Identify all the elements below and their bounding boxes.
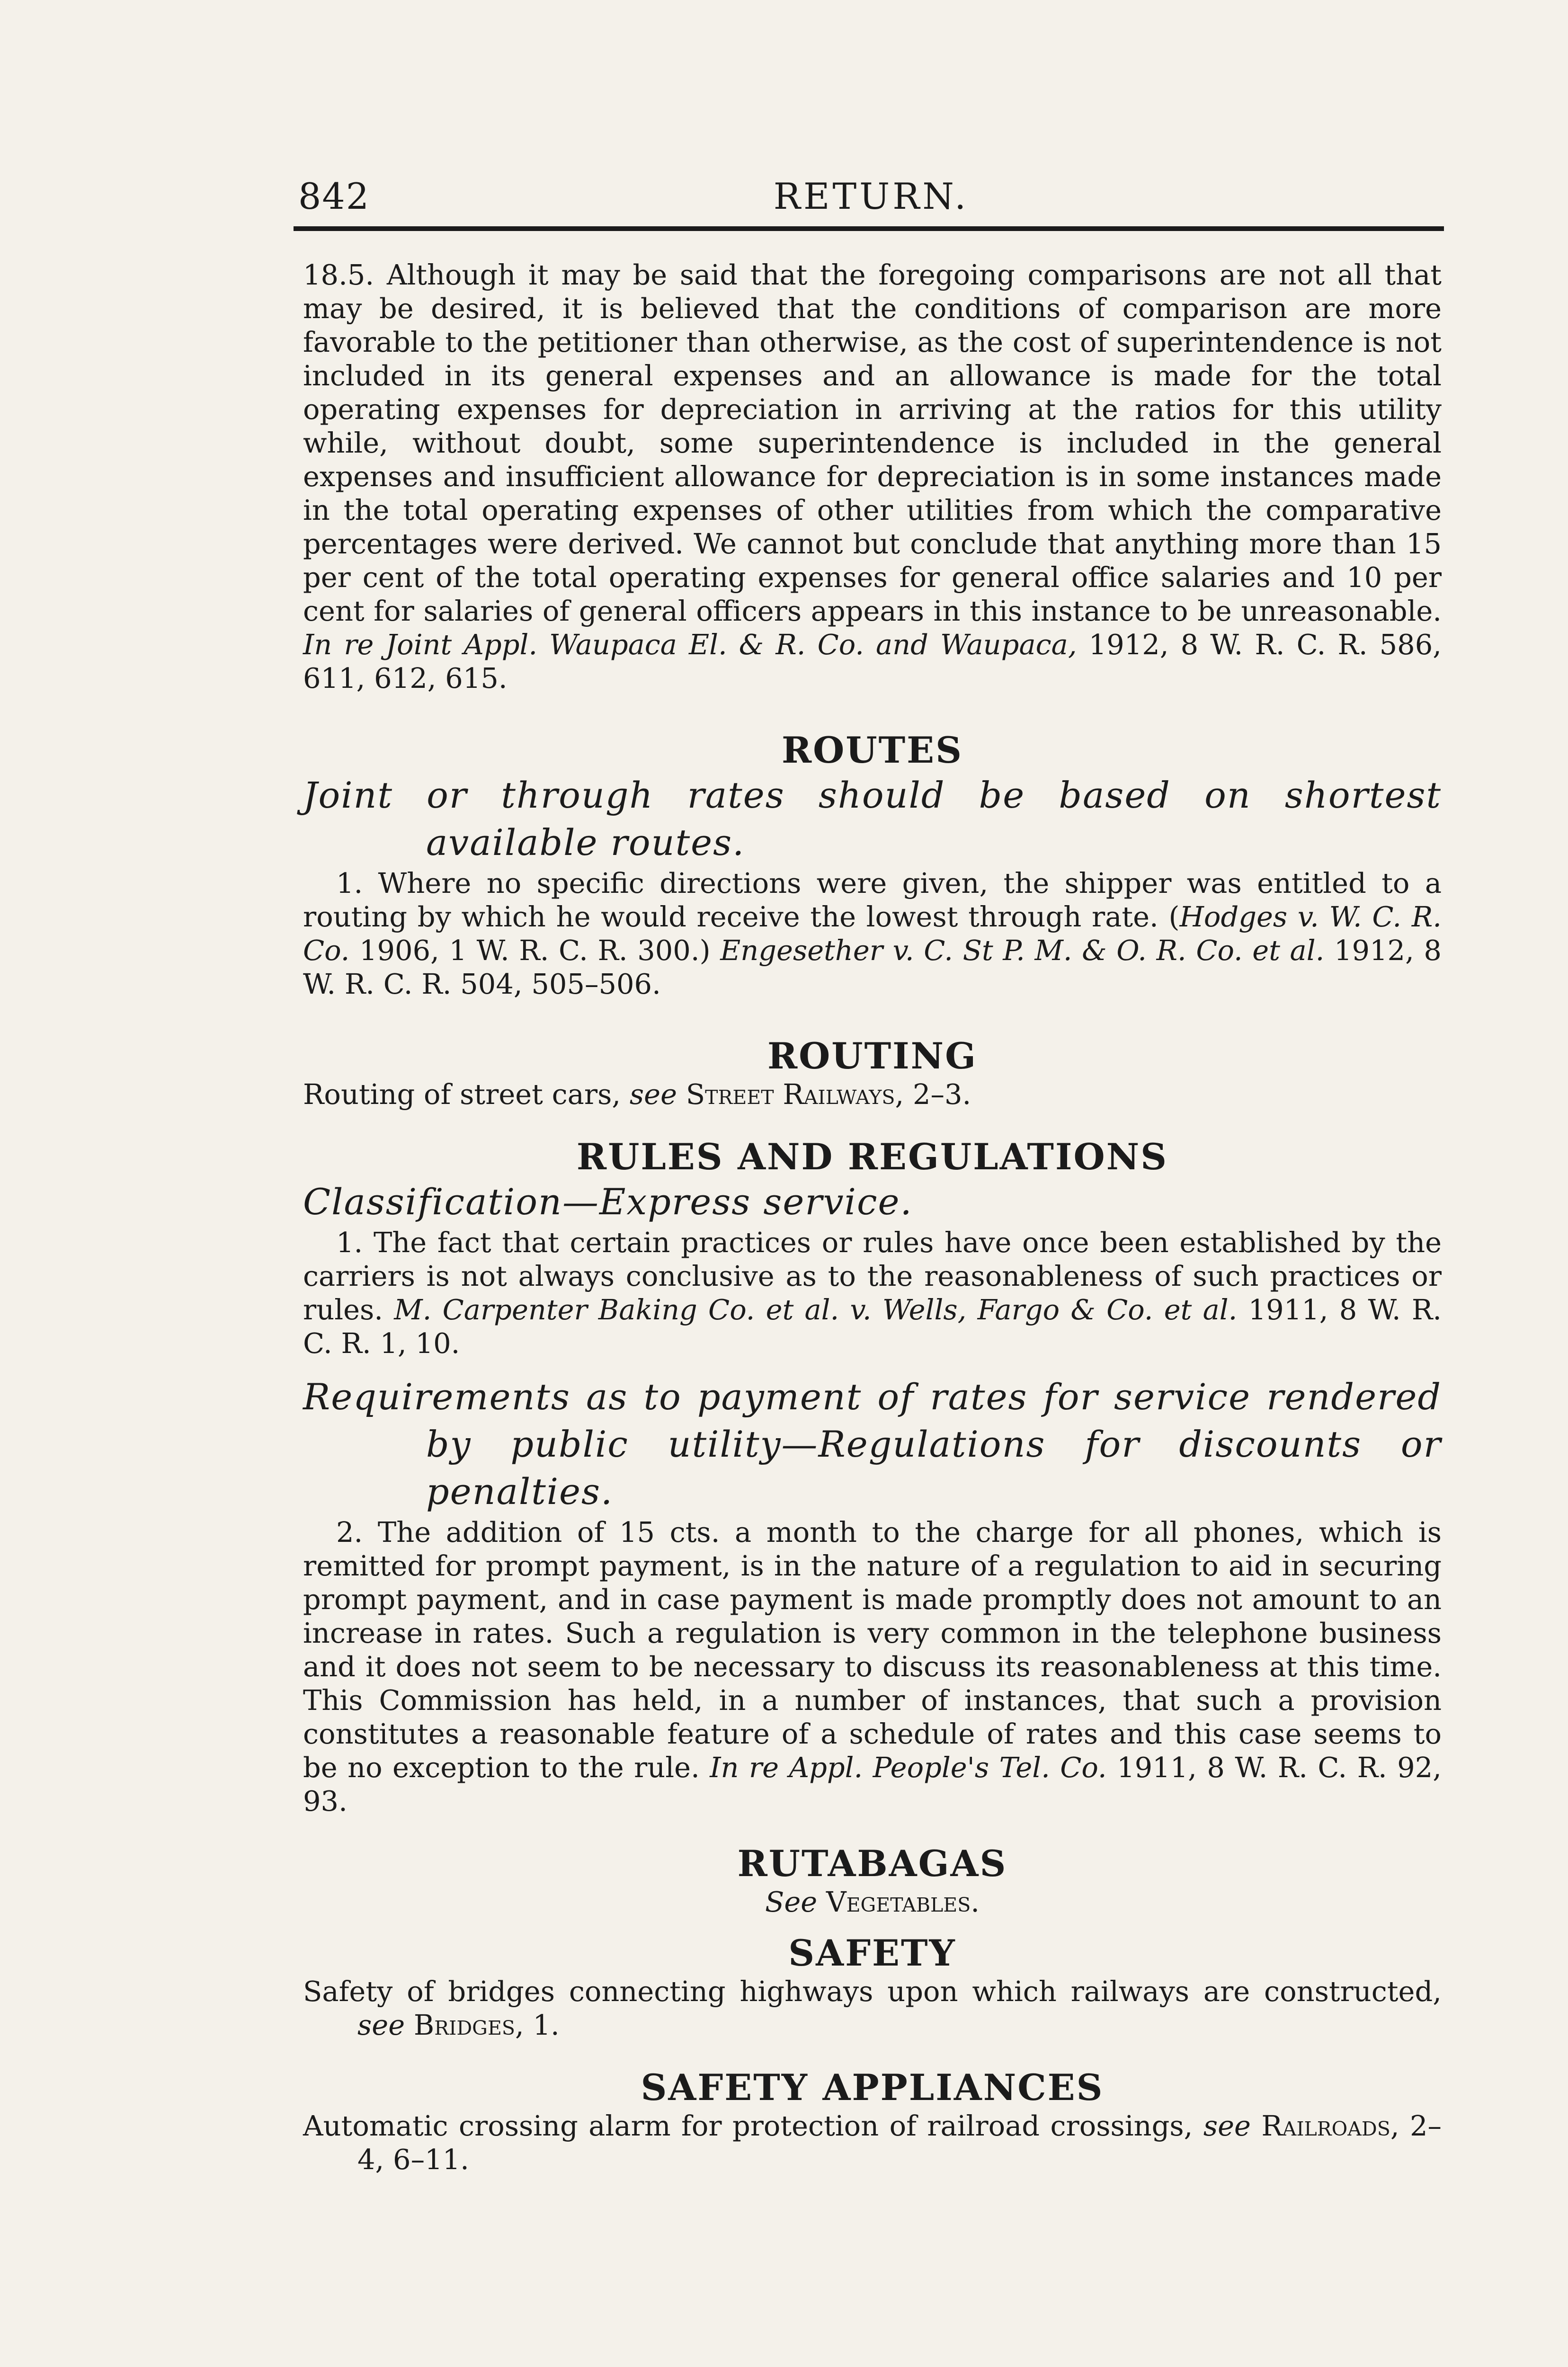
routing-cross-reference (303, 1077, 1442, 1111)
citation-case: In re Joint Appl. Waupaca El. & R. Co. and Waupaca, (303, 628, 1077, 661)
cross-reference-number: , 2–4, 6–11. (357, 2109, 1442, 2176)
citation-reporter: 1911, 8 W. R. C. R. 1, 10. (303, 1293, 1442, 1360)
page-number: 842 (298, 175, 370, 217)
routes-paragraph (303, 866, 1442, 1001)
citation-case: In re Appl. People's Tel. Co. (710, 1751, 1107, 1784)
citation-reporter: 1912, 8 W. R. C. R. 504, 505–506. (303, 934, 1442, 1000)
paragraph-text: 2. The addition of 15 cts. a month to the charge for all phones, which is remitted for prompt payment, is in the nature of a regulation to aid in securing prompt payment, and in case payment is made promptly does not amount to an increase in rates. Such a regulation is very common in the telephone business and it does not seem to be necessary to discuss its reasonableness at this time. This Commission has held, in a number of instances, that such a provision constitutes a reasonable feature of a schedule of rates and this case seems to be no exception to the rule. (303, 1516, 1442, 1784)
safety-appliances-cross-reference (303, 2109, 1442, 2176)
see-label: See (765, 1886, 818, 1918)
section-heading-safety: SAFETY (788, 1932, 956, 1974)
cross-reference-number: , 1. (515, 2009, 560, 2041)
safety-cross-reference (303, 1975, 1442, 2042)
subheading-joint-rates: Joint or through rates should be based on shortest available routes. (303, 774, 1442, 863)
subheading-classification: Classification—Express service. (303, 1181, 913, 1223)
cross-reference-number: , 2–3. (895, 1078, 971, 1111)
see-label: see (1203, 2109, 1251, 2142)
cross-reference-target: Vegetables. (826, 1886, 980, 1918)
citation-case: M. Carpenter Baking Co. et al. v. Wells, Fargo & Co. et al. (394, 1293, 1238, 1326)
header-rule (294, 226, 1444, 231)
cross-reference-text: Routing of street cars, (303, 1078, 621, 1111)
rutabagas-cross-reference (303, 1885, 1442, 1919)
section-heading-rules: RULES AND REGULATIONS (576, 1136, 1168, 1178)
paragraph-text: 1. Where no specific directions were given, the shipper was entitled to a routing by which he would receive the lowest through rate. (303, 867, 1442, 933)
cross-reference-text: Automatic crossing alarm for protection of railroad crossings, (303, 2109, 1193, 2142)
citation-reporter: 1912, 8 W. R. C. R. 586, 611, 612, 615. (303, 628, 1442, 694)
rules-paragraph-1 (303, 1226, 1442, 1360)
see-label: see (357, 2009, 405, 2041)
section-heading-routes: ROUTES (781, 729, 963, 771)
rules-paragraph-2 (303, 1515, 1442, 1818)
section-heading-rutabagas: RUTABAGAS (737, 1842, 1007, 1885)
cross-reference-text: Safety of bridges connecting highways upon which railways are constructed, (303, 1975, 1442, 2008)
cross-reference-target: Railroads (1261, 2109, 1390, 2142)
return-paragraph (303, 258, 1442, 695)
cross-reference-target: Bridges (413, 2009, 515, 2041)
cross-reference-target: Street Railways (686, 1078, 895, 1111)
section-heading-routing: ROUTING (767, 1035, 978, 1077)
citation-case: Engesether v. C. St P. M. & O. R. Co. et al. (720, 934, 1325, 967)
subheading-payment-requirements: Requirements as to payment of rates for service rendered by public utility—Regulations for discounts or penalties. (303, 1376, 1442, 1513)
section-heading-safety-appliances: SAFETY APPLIANCES (641, 2066, 1104, 2109)
citation-open-paren: ( (1168, 900, 1180, 933)
paragraph-text: 18.5. Although it may be said that the foregoing comparisons are not all that may be desired, it is believed that the conditions of comparison are more favorable to the petitioner than otherwise, as the cost of superintendence is not included in its general expenses and an allowance is made for the total operating expenses for depreciation in arriving at the ratios for this utility while, without doubt, some superintendence is included in the general expenses and insufficient allowance for depreciation is in some instances made in the total operating expenses of other utilities from which the comparative percentages were derived. We cannot but conclude that anything more than 15 per cent of the total operating expenses for general office salaries and 10 per cent for salaries of general officers appears in this instance to be unreasonable. (303, 258, 1442, 627)
citation-reporter: 1911, 8 W. R. C. R. 92, 93. (303, 1751, 1442, 1817)
citation-reporter: 1906, 1 W. R. C. R. 300.) (359, 934, 711, 967)
citation-case: Hodges v. W. C. R. Co. (303, 900, 1442, 967)
see-label: see (629, 1078, 677, 1111)
page-content (303, 258, 1442, 2176)
page-header (298, 175, 1444, 222)
running-title: RETURN. (773, 175, 969, 217)
paragraph-text: 1. The fact that certain practices or rules have once been established by the carriers is not always conclusive as to the reasonableness of such practices or rules. (303, 1226, 1442, 1326)
